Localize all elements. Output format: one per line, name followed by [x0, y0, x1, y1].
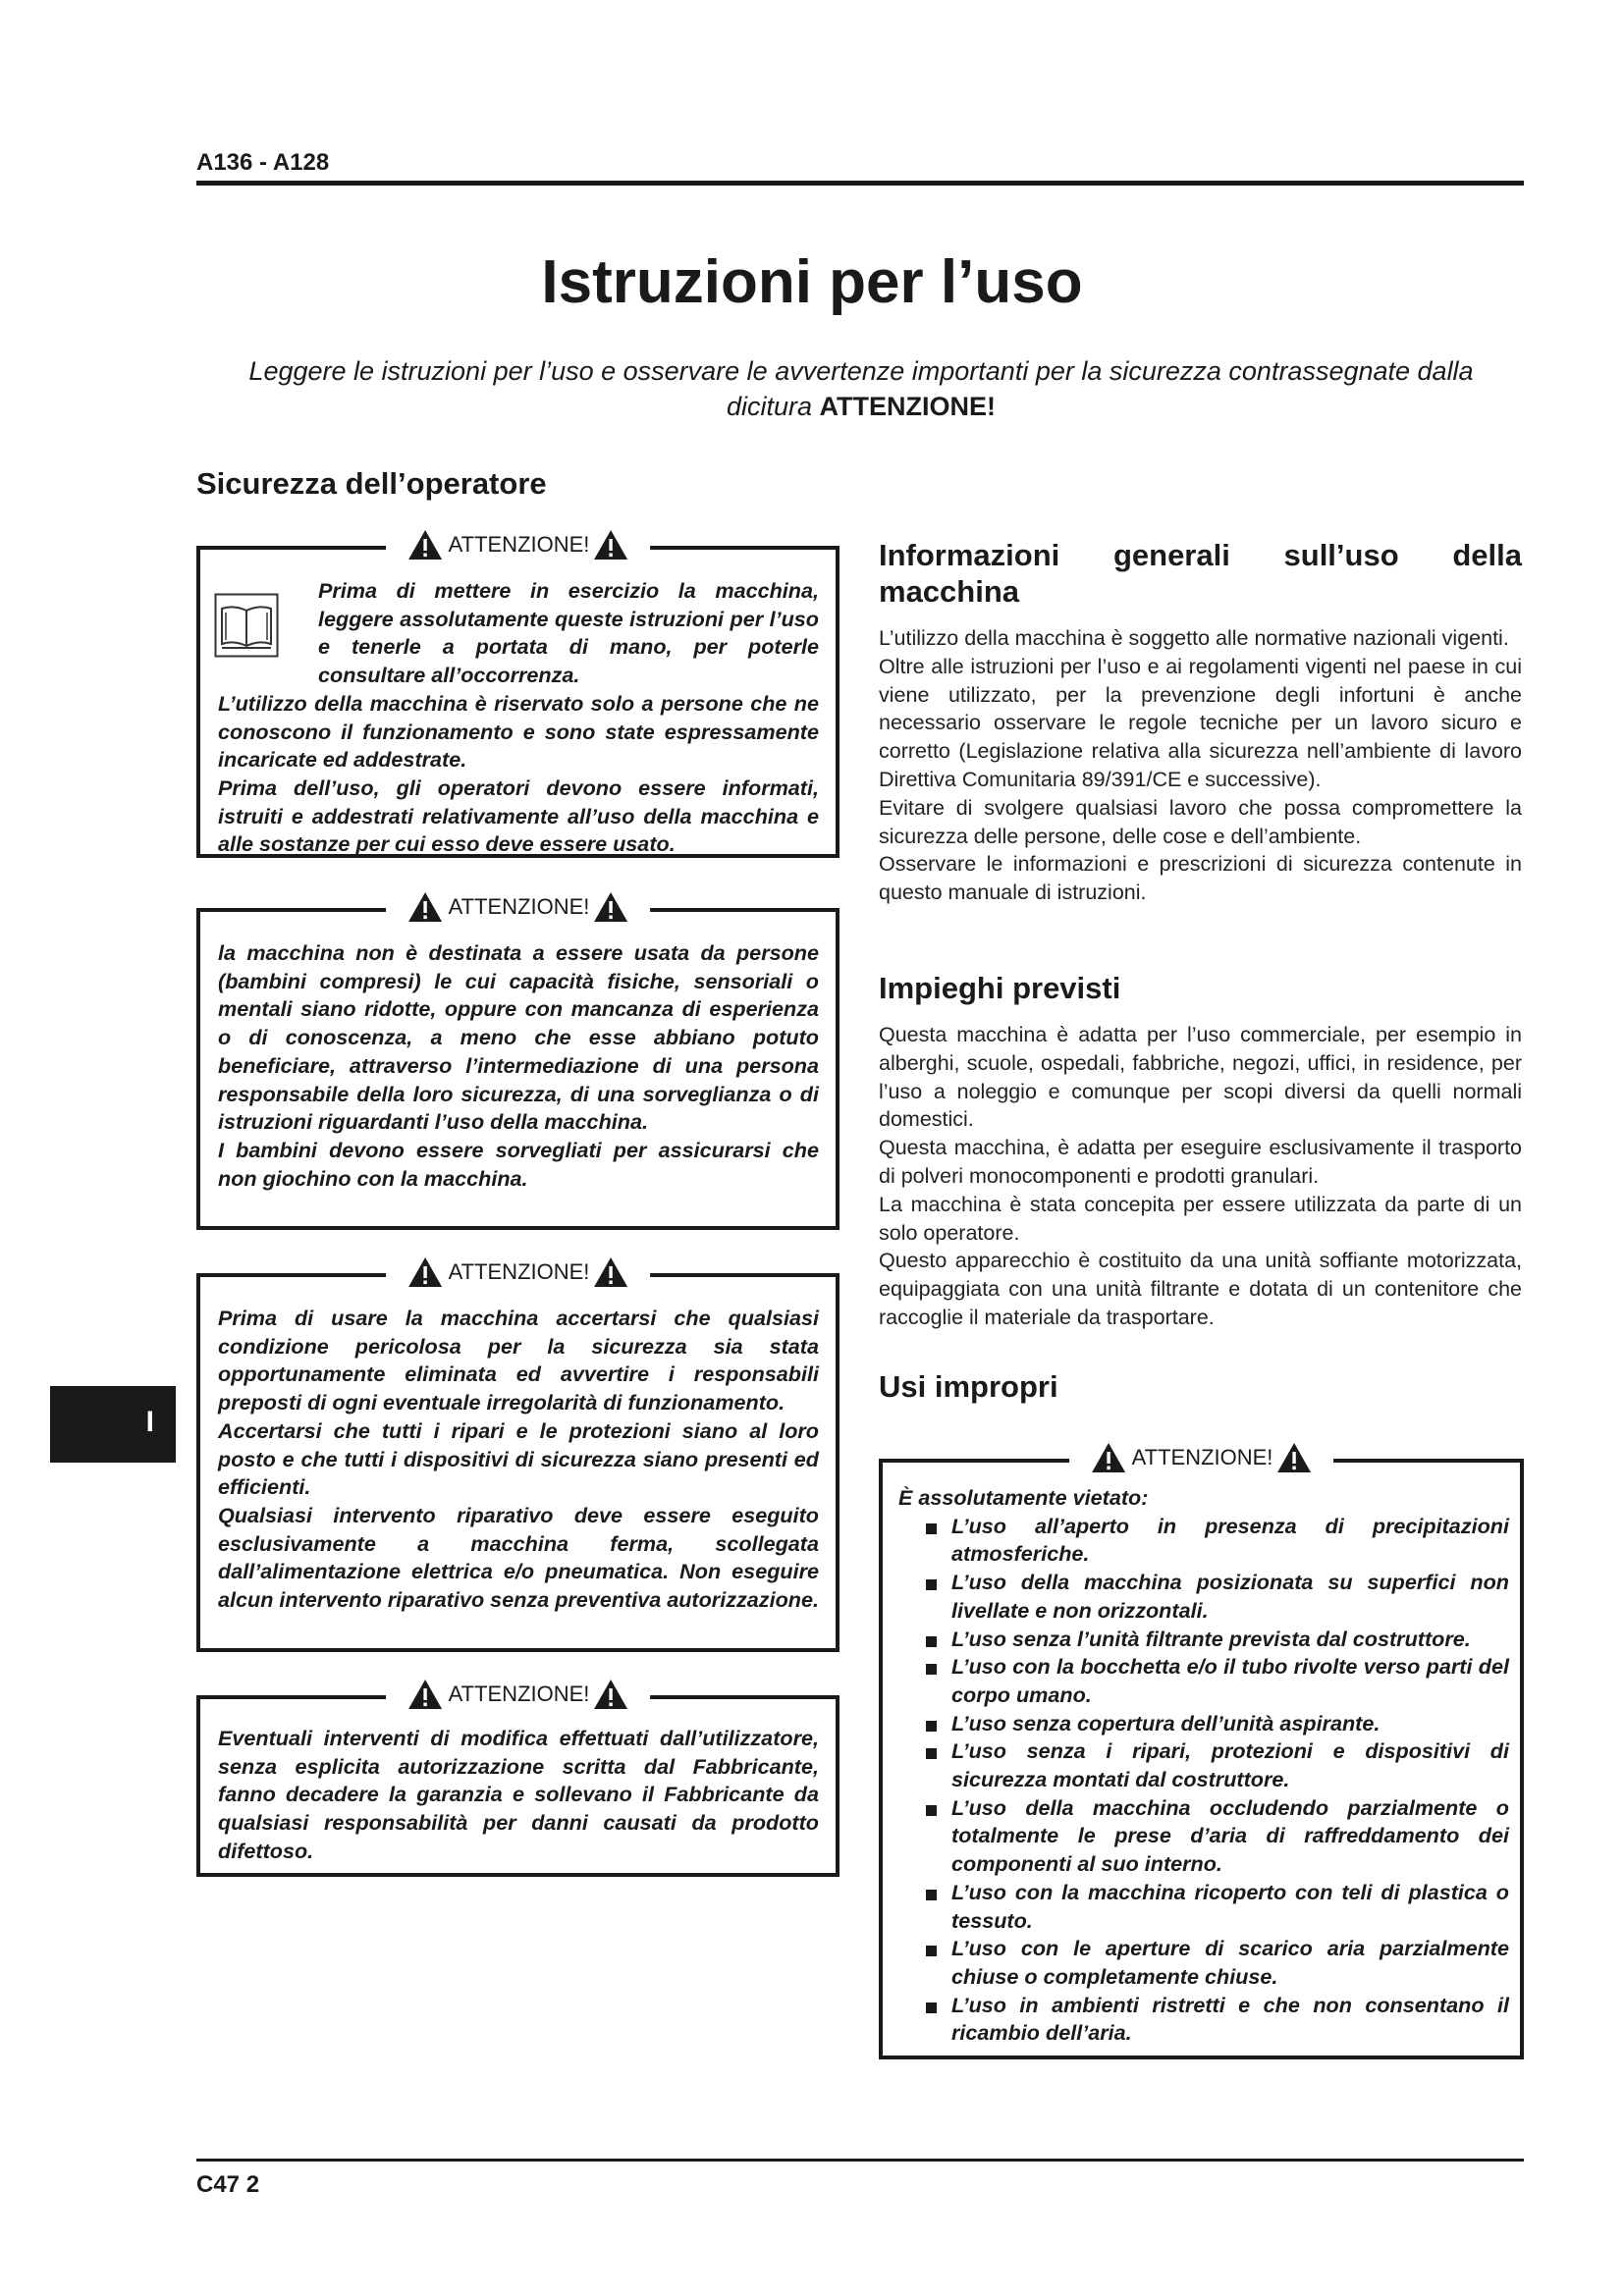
heading-word: Informazioni: [879, 538, 1060, 572]
warning-box-4: [196, 1682, 839, 1877]
improper-use-list-container: [898, 1484, 1509, 2048]
list-item-text: L’uso all’aperto in presenza di precipitazioni atmosferiche.: [951, 1513, 1509, 1567]
bullet-square-icon: [926, 1523, 937, 1534]
list-item: [898, 1626, 1509, 1654]
heading-word: della: [1452, 538, 1522, 572]
heading-word: generali: [1112, 538, 1230, 572]
bullet-square-icon: [926, 1664, 937, 1675]
page-title: Istruzioni per l’uso: [541, 248, 1083, 316]
warning-paragraph: L’utilizzo della macchina è riservato solo a persone che ne conoscono il funzionamento e sono state espressamente incaricate ed addestrate.: [218, 690, 819, 773]
list-item-text: L’uso della macchina occludendo parzialmente o totalmente le prese d’aria di raffreddamento dei componenti al suo interno.: [951, 1794, 1509, 1877]
intended-use-text: [879, 1021, 1522, 1332]
bullet-square-icon: [926, 1946, 937, 1956]
warning-paragraph: la macchina non è destinata a essere usata da persone (bambini compresi) le cui capacità fisiche, sensoriali o mentali siano ridotte, oppure con mancanza di esperienza o di conoscenza, a meno che esse abbiano potuto beneficiare, attraverso l’intermediazione di una persona responsabile della loro sicurezza, di una sorveglianza o di istruzioni riguardanti l’uso della macchina.: [218, 940, 819, 1135]
warning-paragraph: Accertarsi che tutti i ripari e le protezioni siano al loro posto e che tutti i dispositivi di sicurezza siano presenti ed efficienti.: [218, 1417, 819, 1500]
list-item: [898, 1710, 1509, 1738]
improper-use-list: [898, 1513, 1509, 2048]
list-item-text: L’uso in ambienti ristretti e che non consentano il ricambio dell’aria.: [951, 1992, 1509, 2046]
general-info-text: [879, 624, 1522, 907]
warning-label: ATTENZIONE!: [448, 894, 590, 919]
list-item: [898, 1569, 1509, 1625]
warning-triangle-icon: [1276, 1442, 1312, 1473]
body-paragraph: Oltre alle istruzioni per l’uso e ai regolamenti vigenti nel paese in cui viene utilizzato, per la prevenzione degli infortuni è anche necessario osservare le regole tecniche per un lavoro sicuro e corretto (Legislazione relativa alla sicurezza nell’ambiente di lavoro Direttiva Comunitaria 89/391/CE e successive).: [879, 654, 1522, 791]
warning-paragraph: I bambini devono essere sorvegliati per assicurarsi che non giochino con la macchina.: [218, 1137, 819, 1191]
list-item: [898, 1794, 1509, 1879]
intro-text: [226, 353, 1496, 424]
heading-word: sull’uso: [1283, 538, 1399, 572]
improper-use-heading: Usi impropri: [879, 1369, 1058, 1404]
bullet-square-icon: [926, 1721, 937, 1732]
warning-box-2: [196, 894, 839, 1230]
list-item-text: L’uso con la macchina ricoperto con teli di plastica o tessuto.: [951, 1879, 1509, 1933]
body-paragraph: L’utilizzo della macchina è soggetto alle normative nazionali vigenti.: [879, 626, 1509, 650]
list-item-text: L’uso senza l’unità filtrante prevista dal costruttore.: [951, 1626, 1471, 1651]
warning-triangle-icon: [593, 529, 628, 561]
warning-label: ATTENZIONE!: [448, 532, 590, 557]
warning-triangle-icon: [407, 891, 443, 923]
list-item-text: L’uso con le aperture di scarico aria parzialmente chiuse o completamente chiuse.: [951, 1936, 1509, 1989]
improper-use-warning-box: [879, 1445, 1524, 2059]
general-info-heading-line2: macchina: [879, 574, 1020, 609]
operator-safety-heading: Sicurezza dell’operatore: [196, 466, 547, 501]
general-info-heading: [879, 537, 1522, 610]
warning-triangle-icon: [407, 1256, 443, 1288]
warning-text: [218, 577, 819, 859]
intended-use-heading: Impieghi previsti: [879, 971, 1121, 1005]
section-tab: [50, 1386, 176, 1463]
list-item-text: L’uso senza copertura dell’unità aspirante.: [951, 1710, 1380, 1735]
warning-triangle-icon: [1091, 1442, 1126, 1473]
warning-box-3: [196, 1259, 839, 1652]
warning-text: [218, 1305, 819, 1615]
general-info-heading-line1: [879, 537, 1522, 573]
improper-use-intro: È assolutamente vietato:: [898, 1485, 1149, 1510]
list-item: [898, 1737, 1509, 1793]
bullet-square-icon: [926, 1748, 937, 1759]
list-item: [898, 1935, 1509, 1991]
bullet-square-icon: [926, 1805, 937, 1816]
body-paragraph: Questa macchina, è adatta per eseguire esclusivamente il trasporto di polveri monocomponenti e prodotti granulari.: [879, 1136, 1522, 1188]
body-paragraph: Evitare di svolgere qualsiasi lavoro che possa compromettere la sicurezza delle persone, delle cose e dell’ambiente.: [879, 795, 1522, 848]
list-item-text: L’uso senza i ripari, protezioni e dispositivi di sicurezza montati dal costruttore.: [951, 1738, 1509, 1792]
warning-header: [386, 1255, 651, 1289]
warning-label: ATTENZIONE!: [448, 1259, 590, 1284]
warning-triangle-icon: [593, 1679, 628, 1710]
section-tab-label: I: [145, 1406, 154, 1438]
list-item: [898, 1879, 1509, 1935]
list-item: [898, 1992, 1509, 2048]
body-paragraph: Osservare le informazioni e prescrizioni di sicurezza contenute in questo manuale di istruzioni.: [879, 852, 1522, 905]
warning-triangle-icon: [593, 891, 628, 923]
warning-paragraph: Eventuali interventi di modifica effettuati dall’utilizzatore, senza esplicita autorizzazione scritta dal Fabbricante, fanno decadere la garanzia e sollevano il Fabbricante da qualsiasi responsabilità per danni causati da prodotto difettoso.: [218, 1726, 819, 1863]
intro-emphasis: ATTENZIONE!: [819, 392, 997, 421]
intro-sentence: Leggere le istruzioni per l’uso e osservare le avvertenze importanti per la sicurezza contrassegnate dalla dicitura: [248, 356, 1474, 421]
warning-paragraph: Qualsiasi intervento riparativo deve essere eseguito esclusivamente a macchina ferma, scollegata dall’alimentazione elettrica e/o pneumatica. Non eseguire alcun intervento riparativo senza preventiva autorizzazione.: [218, 1502, 819, 1613]
warning-paragraph: Prima di mettere in esercizio la macchina, leggere assolutamente queste istruzioni per l’uso e tenerle a portata di mano, per poterle consultare all’occorrenza.: [318, 578, 819, 688]
warning-triangle-icon: [407, 529, 443, 561]
bullet-square-icon: [926, 1579, 937, 1590]
page-code: C47 2: [196, 2171, 260, 2198]
document-model: A136 - A128: [196, 149, 330, 176]
list-item-text: L’uso con la bocchetta e/o il tubo rivolte verso parti del corpo umano.: [951, 1654, 1509, 1707]
warning-label: ATTENZIONE!: [448, 1682, 590, 1706]
body-paragraph: La macchina è stata concepita per essere utilizzata da parte di un solo operatore.: [879, 1192, 1522, 1245]
warning-header: [386, 1678, 651, 1711]
list-item: [898, 1513, 1509, 1569]
body-paragraph: Questo apparecchio è costituito da una unità soffiante motorizzata, equipaggiata con una unità filtrante e dotata di un contenitore che raccoglie il materiale da trasportare.: [879, 1249, 1522, 1329]
footer-rule: [196, 2159, 1524, 2162]
warning-text: [218, 1725, 819, 1866]
body-paragraph: Questa macchina è adatta per l’uso commerciale, per esempio in alberghi, scuole, ospedali, fabbriche, negozi, uffici, in residence, per l’uso a noleggio e comunque per scopi diversi da quelli normali domestici.: [879, 1023, 1522, 1132]
warning-header: [386, 890, 651, 924]
bullet-square-icon: [926, 2002, 937, 2013]
warning-paragraph: Prima dell’uso, gli operatori devono essere informati, istruiti e addestrati relativamente all’uso della macchina e alle sostanze per cui esso deve essere usato.: [218, 774, 819, 857]
warning-label: ATTENZIONE!: [1131, 1445, 1273, 1469]
header-rule: [196, 181, 1524, 186]
bullet-square-icon: [926, 1636, 937, 1647]
warning-paragraph: Prima di usare la macchina accertarsi che qualsiasi condizione pericolosa per la sicurezza sia stata opportunamente eliminata ed avvertire i responsabili preposti di ogni eventuale irregolarità di funzionamento.: [218, 1306, 819, 1415]
warning-triangle-icon: [407, 1679, 443, 1710]
list-item: [898, 1653, 1509, 1709]
warning-header: [1069, 1441, 1334, 1474]
warning-triangle-icon: [593, 1256, 628, 1288]
list-item-text: L’uso della macchina posizionata su superfici non livellate e non orizzontali.: [951, 1570, 1509, 1623]
warning-text: [218, 939, 819, 1193]
warning-box-1: [196, 532, 839, 858]
warning-header: [386, 528, 651, 561]
bullet-square-icon: [926, 1890, 937, 1900]
